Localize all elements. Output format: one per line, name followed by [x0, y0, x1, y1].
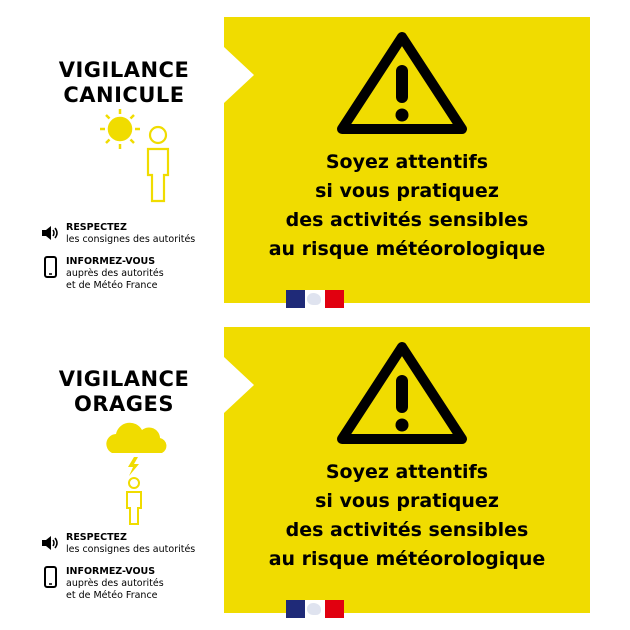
advice-informez: INFORMEZ-VOUS auprès des autorités et de Météo France — [40, 256, 224, 292]
advice-list — [40, 532, 224, 612]
phone-icon — [40, 256, 60, 278]
warning-triangle-icon — [334, 339, 470, 447]
speaker-icon — [40, 532, 60, 554]
advice-informez: INFORMEZ-VOUS auprès des autorités et de Météo France — [40, 566, 224, 602]
vigilance-canicule-card — [24, 17, 590, 303]
panel-notch — [224, 357, 254, 413]
warning-message: Soyez attentifs si vous pratiquez des activités sensibles au risque météorologique — [268, 461, 546, 570]
advice-list — [40, 222, 224, 302]
storm-person-icon — [98, 415, 198, 525]
advice-respectez: RESPECTEZ les consignes des autorités — [40, 222, 224, 246]
sun-person-icon — [90, 105, 210, 215]
card-title: VIGILANCE ORAGES — [58, 367, 190, 416]
republique-francaise-logo — [286, 290, 344, 308]
card-title: VIGILANCE CANICULE — [58, 58, 190, 107]
republique-francaise-logo — [286, 600, 344, 618]
vigilance-orages-card — [24, 327, 590, 613]
warning-triangle-icon — [334, 29, 470, 137]
advice-respectez: RESPECTEZ les consignes des autorités — [40, 532, 224, 556]
speaker-icon — [40, 222, 60, 244]
phone-icon — [40, 566, 60, 588]
warning-message: Soyez attentifs si vous pratiquez des activités sensibles au risque météorologique — [268, 151, 546, 260]
panel-notch — [224, 47, 254, 103]
